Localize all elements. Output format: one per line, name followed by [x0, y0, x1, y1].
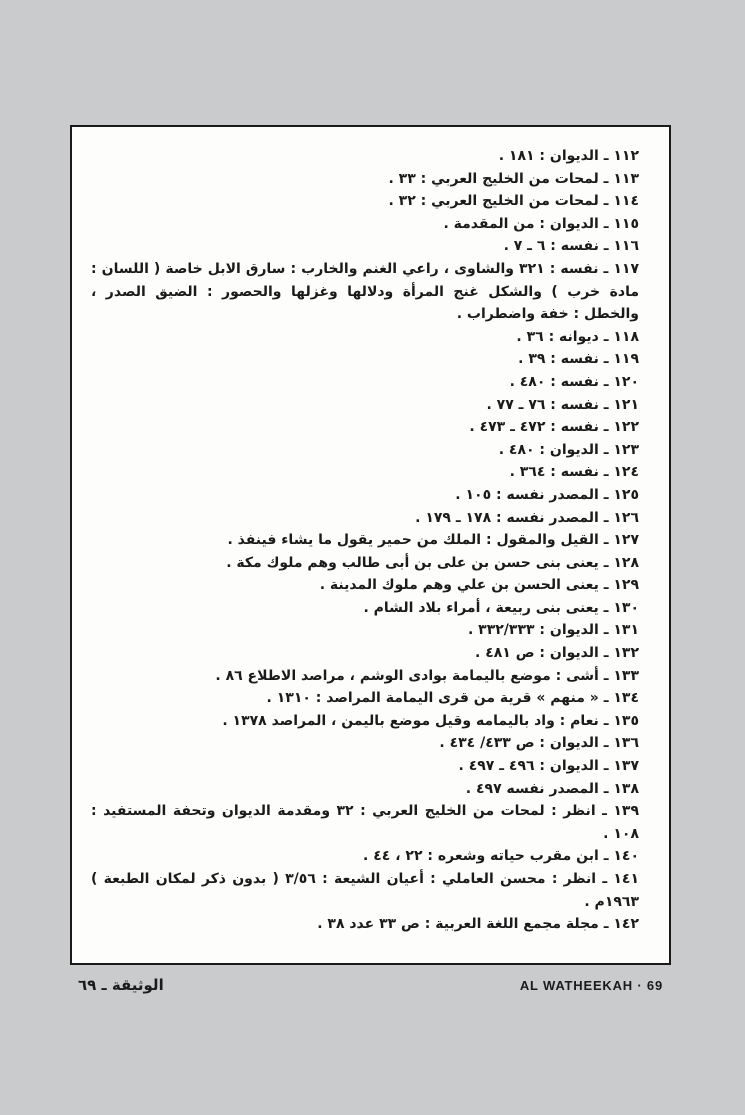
- footnote-113: ١١٣ ـ لمحات من الخليج العربي : ٣٣ .: [388, 170, 639, 187]
- footer-arabic-title: الوثيقة ـ ٦٩: [78, 976, 164, 994]
- footnote-list: [91, 145, 639, 936]
- footnote-127: ١٢٧ ـ القيل والمقول : الملك من حمير يقول ما يشاء فينفذ .: [227, 532, 639, 549]
- footnote-136: ١٣٦ ـ الديوان : ص ٤٣٣/ ٤٣٤ .: [439, 735, 639, 752]
- footnote-130: ١٣٠ ـ يعنى بنى ربيعة ، أمراء بلاد الشام .: [363, 599, 639, 616]
- footnote-135: ١٣٥ ـ نعام : واد باليمامه وقيل موضع باليمن ، المراصد ١٣٧٨ .: [222, 712, 639, 729]
- footnote-112: ١١٢ ـ الديوان : ١٨١ .: [498, 148, 639, 164]
- footnote-117: ١١٧ ـ نفسه : ٣٢١ والشاوى ، راعي الغنم والخارب : سارق الابل خاصة ( اللسان : مادة خرب ) والشكل غنج المرأة ودلالها وغزلها والحصور : الضيق الصدر ، والخطل : خفة واضطراب .: [91, 260, 639, 323]
- footnote-132: ١٣٢ ـ الديوان : ص ٤٨١ .: [475, 645, 639, 662]
- footnote-129: ١٢٩ ـ يعنى الحسن بن علي وهم ملوك المدينة .: [319, 577, 639, 594]
- footnote-134: ١٣٤ ـ « منهم » قرية من قرى اليمامة المراصد : ١٣١٠ .: [266, 690, 639, 707]
- footnote-128: ١٢٨ ـ يعنى بنى حسن بن على بن أبى طالب وهم ملوك مكة .: [226, 554, 639, 571]
- footnote-131: ١٣١ ـ الديوان : ٣٣٢/٣٣٣ .: [467, 622, 639, 639]
- footnote-121: ١٢١ ـ نفسه : ٧٦ ـ ٧٧ .: [486, 396, 639, 413]
- footnote-119: ١١٩ ـ نفسه : ٣٩ .: [518, 351, 639, 368]
- footer-latin-title: AL WATHEEKAH · 69: [519, 978, 663, 993]
- footnote-114: ١١٤ ـ لمحات من الخليج العربي : ٣٢ .: [388, 193, 639, 210]
- footnote-140: ١٤٠ ـ ابن مقرب حياته وشعره : ٢٢ ، ٤٤ .: [363, 848, 639, 865]
- footnote-138: ١٣٨ ـ المصدر نفسه ٤٩٧ .: [465, 780, 639, 797]
- footnote-116: ١١٦ ـ نفسه : ٦ ـ ٧ .: [503, 238, 639, 255]
- footnote-139: ١٣٩ ـ انظر : لمحات من الخليج العربي : ٣٢ ومقدمة الديوان وتحفة المستفيد : ١٠٨ .: [91, 803, 639, 842]
- page-frame: [70, 125, 671, 965]
- page-footer: [70, 976, 671, 1000]
- footnote-141: ١٤١ ـ انظر : محسن العاملي : أعيان الشيعة : ٣/٥٦ ( بدون ذكر لمكان الطبعة ) ١٩٦٣م .: [91, 871, 640, 910]
- footnote-115: ١١٥ ـ الديوان : من المقدمة .: [443, 215, 639, 232]
- footnote-120: ١٢٠ ـ نفسه : ٤٨٠ .: [509, 373, 639, 390]
- footnote-142: ١٤٢ ـ مجلة مجمع اللغة العربية : ص ٣٣ عدد ٣٨ .: [317, 916, 639, 933]
- footnote-126: ١٢٦ ـ المصدر نفسه : ١٧٨ ـ ١٧٩ .: [415, 509, 639, 526]
- footnote-118: ١١٨ ـ ديوانه : ٣٦ .: [516, 328, 639, 345]
- footnote-137: ١٣٧ ـ الديوان : ٤٩٦ ـ ٤٩٧ .: [458, 758, 639, 775]
- footnote-124: ١٢٤ ـ نفسه : ٣٦٤ .: [509, 464, 639, 481]
- footnote-133: ١٣٣ ـ أشى : موضع باليمامة بوادى الوشم ، مراصد الاطلاع ٨٦ .: [215, 667, 639, 684]
- footnote-123: ١٢٣ ـ الديوان : ٤٨٠ .: [498, 441, 639, 458]
- footnote-122: ١٢٢ ـ نفسه : ٤٧٢ ـ ٤٧٣ .: [469, 419, 639, 436]
- footnote-125: ١٢٥ ـ المصدر نفسه : ١٠٥ .: [455, 486, 639, 503]
